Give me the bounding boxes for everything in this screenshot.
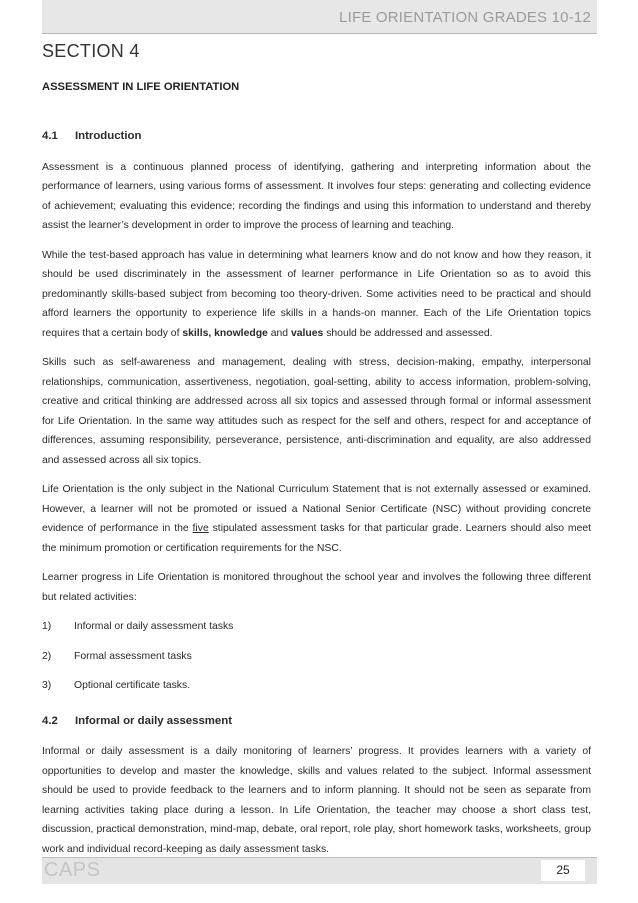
section-title: SECTION 4 xyxy=(42,41,140,61)
text-span: should be addressed and assessed. xyxy=(326,327,493,339)
paragraph-informal-assessment: Informal or daily assessment is a daily monitoring of learners’ progress. It provides learners with a variety of opportunities to develop and master the knowledge, skills and values related to the subject. Informal assessment should be used to provide feedback to the learners and to inform planning. It should not be seen as separate from learning activities taking place during a lesson. In Life Orientation, the teacher may choose a short class test, discussion, practical demonstration, mind-map, debate, oral report, role play, short homework tasks, worksheets, group work and individual record-keeping as daily assessment tasks. xyxy=(42,746,591,855)
page-number: 25 xyxy=(541,860,585,881)
footer-band xyxy=(42,857,597,884)
list-number: 1) xyxy=(42,621,52,632)
text-span: stipulated assessment tasks for that particular grade. Learners should also meet the minimum promotion or certification requirements for the NSC. xyxy=(42,523,592,554)
heading-number: 4.1 xyxy=(42,130,58,142)
paragraph-nsc xyxy=(42,480,591,558)
text-span: While the test-based approach has value in determining what learners know and do not know and how they reason, it should be used discriminately in the assessment of learner performance in Life Orientation so as to avoid this predominantly skills-based subject from becoming too theory-driven. Some activities need to be practical and should afford learners the opportunity to experience life skills in a hands-on manner. Each of the Life Orientation topics requires that a certain body of xyxy=(42,249,591,339)
paragraph-progress: Learner progress in Life Orientation is monitored throughout the school year and involves the following three different but related activities: xyxy=(42,572,591,603)
underlined-five: five xyxy=(192,523,209,534)
paragraph-assessment-definition: Assessment is a continuous planned process of identifying, gathering and interpreting information about the performance of learners, using various forms of assessment. It involves four steps: generating and collecting evidence of achievement; evaluating this evidence; recording the findings and using this information to understand and thereby assist the learner’s development in order to improve the process of learning and teaching. xyxy=(42,161,591,231)
paragraph-skills: Skills such as self-awareness and management, dealing with stress, decision-making, empathy, interpersonal relationships, communication, assertiveness, negotiation, goal-setting, ability to access information, problem-solving, creative and critical thinking are addressed across all six topics and assessed through formal or informal assessment for Life Orientation. In the same way attitudes such as respect for the self and others, respect for and acceptance of differences, assuming responsibility, perseverance, persistence, anti-discrimination and equality, are also addressed and assessed across all six topics. xyxy=(42,357,591,466)
list-text: Informal or daily assessment tasks xyxy=(74,621,234,632)
header-rule xyxy=(42,33,597,34)
list-number: 2) xyxy=(42,650,52,662)
text-span: and xyxy=(270,327,289,339)
paragraph-test-based-approach xyxy=(42,246,591,344)
page-body xyxy=(42,127,591,869)
section-subtitle: ASSESSMENT IN LIFE ORIENTATION xyxy=(42,81,240,93)
text-span: Life Orientation is the only subject in the National Curriculum Statement that is not externally assessed or examined. However, a learner will not be promoted or issued a National Senior Certificate (NSC) without providing concrete evidence of performance in the xyxy=(42,484,591,534)
list-text: Formal assessment tasks xyxy=(74,650,192,662)
heading-4-2 xyxy=(42,712,591,732)
running-title: LIFE ORIENTATION GRADES 10-12 xyxy=(339,9,591,26)
bold-values: values xyxy=(290,327,324,339)
heading-number: 4.2 xyxy=(42,714,58,727)
list-number: 3) xyxy=(42,680,52,691)
list-item xyxy=(42,617,591,637)
footer-brand: CAPS xyxy=(44,859,101,881)
list-text: Optional certificate tasks. xyxy=(74,680,191,691)
heading-text: Introduction xyxy=(75,130,142,142)
heading-text: Informal or daily assessment xyxy=(75,714,232,727)
bold-skills-knowledge: skills, knowledge xyxy=(182,327,268,339)
heading-4-1 xyxy=(42,127,591,147)
list-item xyxy=(42,676,591,696)
list-item xyxy=(42,647,591,667)
header-band xyxy=(42,0,597,34)
